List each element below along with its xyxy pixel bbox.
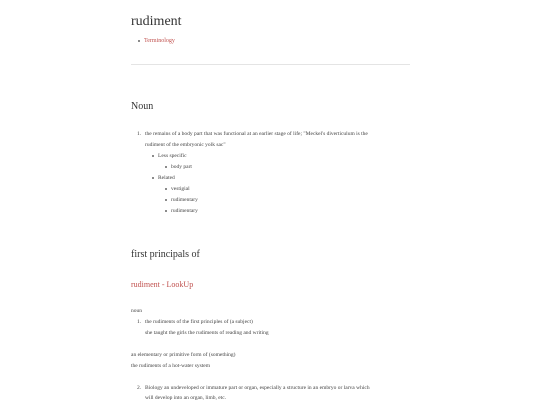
bullet-icon: [165, 188, 167, 190]
sense-text-1: the remains of a body part that was functional at an earlier stage of life; "Meckel's diverticulum is the: [145, 131, 368, 137]
part-of-speech: noun: [131, 308, 142, 314]
bullet-icon: [138, 40, 140, 42]
page-title: rudiment: [131, 14, 182, 29]
list-item: rudimentary: [171, 197, 198, 203]
related-label: Related: [158, 175, 175, 181]
definition-text: Biology an undeveloped or immature part or organ, especially a structure in an embryo or larva which: [145, 385, 370, 391]
bullet-icon: [165, 166, 167, 168]
definition-1-line-1: [137, 317, 253, 328]
related-item: [165, 184, 190, 195]
less-specific-label: Less specific: [158, 153, 187, 159]
definition-2-line-2: will develop into an organ, limb, etc.: [145, 395, 227, 401]
toc-link-terminology[interactable]: Terminology: [144, 38, 175, 44]
principals-heading: first principals of: [131, 249, 200, 260]
noun-heading: Noun: [131, 101, 154, 112]
table-of-contents: [138, 38, 175, 44]
list-item: vestigial: [171, 186, 190, 192]
definition-text: the rudiments of the first principles of (a subject): [145, 319, 253, 325]
related-row: [152, 173, 175, 184]
sense-text-2: rudiment of the embryonic yolk sac": [145, 142, 226, 148]
related-item: [165, 195, 198, 206]
definition-number: 2.: [137, 385, 142, 391]
list-item: rudimentary: [171, 208, 198, 214]
list-item: body part: [171, 164, 192, 170]
lookup-link[interactable]: rudiment - LookUp: [131, 280, 194, 289]
sense-number: 1.: [137, 131, 142, 137]
bullet-icon: [165, 199, 167, 201]
divider: [131, 64, 410, 65]
definition-number: 1.: [137, 319, 142, 325]
less-specific-item: [165, 162, 192, 173]
bullet-icon: [152, 155, 154, 157]
definition-1-example: she taught the girls the rudiments of reading and writing: [145, 330, 269, 336]
related-item: [165, 206, 198, 217]
bullet-icon: [165, 210, 167, 212]
less-specific-row: [152, 151, 187, 162]
extra-definition: an elementary or primitive form of (something): [131, 352, 236, 358]
bullet-icon: [152, 177, 154, 179]
extra-example: the rudiments of a hot-water system: [131, 363, 210, 369]
sense-line-1: [137, 129, 368, 140]
